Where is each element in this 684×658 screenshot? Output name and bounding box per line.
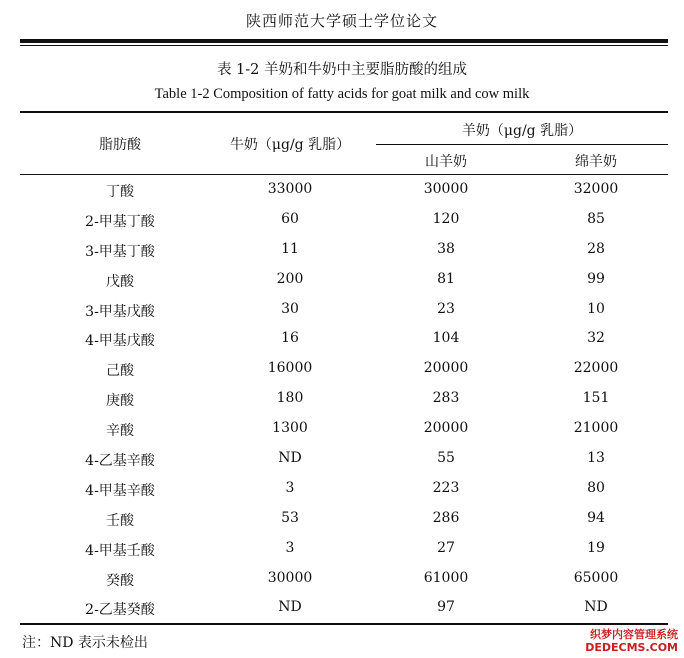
table-row xyxy=(20,265,668,295)
table-row xyxy=(20,474,668,504)
cell-cow-milk: 3 xyxy=(285,479,295,496)
table-row xyxy=(20,354,668,384)
cell-cow-milk: 200 xyxy=(276,270,304,287)
cell-cow-milk: ND xyxy=(278,450,302,467)
cell-goat-milk: 61000 xyxy=(423,569,469,586)
header-sub-rule xyxy=(376,144,668,145)
cell-ewe-milk: 65000 xyxy=(573,569,619,586)
cell-ewe-milk: ND xyxy=(584,599,608,616)
table-bottom-rule xyxy=(20,623,668,625)
cell-ewe-milk: 10 xyxy=(587,300,605,317)
cell-goat-milk: 286 xyxy=(432,509,460,526)
cell-ewe-milk: 99 xyxy=(587,270,605,287)
watermark-line-1: 织梦内容管理系统 xyxy=(590,628,678,641)
header-fatty-acid: 脂肪酸 xyxy=(99,137,141,153)
cell-goat-milk: 283 xyxy=(432,390,460,407)
table-row xyxy=(20,324,668,354)
cell-goat-milk: 27 xyxy=(437,539,455,556)
table-row xyxy=(20,444,668,474)
cell-fatty-acid: 癸酸 xyxy=(106,572,134,589)
cell-cow-milk: 3 xyxy=(285,539,295,556)
cell-goat-milk: 30000 xyxy=(423,181,469,197)
cell-fatty-acid: 4-甲基壬酸 xyxy=(85,542,155,559)
table-row xyxy=(20,295,668,325)
cell-fatty-acid: 3-甲基戊酸 xyxy=(85,303,155,320)
cell-cow-milk: 30000 xyxy=(267,569,313,586)
table-row xyxy=(20,384,668,414)
cell-cow-milk: 1300 xyxy=(272,420,308,437)
cell-fatty-acid: 辛酸 xyxy=(106,423,134,440)
cell-fatty-acid: 己酸 xyxy=(106,363,134,380)
document-header: 陕西师范大学硕士学位论文 xyxy=(245,12,438,30)
cell-fatty-acid: 戊酸 xyxy=(106,273,134,290)
cell-ewe-milk: 32000 xyxy=(573,181,619,197)
cell-cow-milk: 11 xyxy=(281,240,299,257)
cell-goat-milk: 223 xyxy=(432,479,460,496)
cell-fatty-acid: 4-乙基辛酸 xyxy=(85,453,155,470)
cell-cow-milk: 16 xyxy=(281,330,299,347)
table-caption-en: Table 1-2 Composition of fatty acids for goat milk and cow milk xyxy=(154,86,530,102)
cell-cow-milk: ND xyxy=(278,599,302,616)
table-row xyxy=(20,504,668,534)
cell-ewe-milk: 19 xyxy=(587,539,605,556)
table-body xyxy=(20,175,668,623)
cell-goat-milk: 55 xyxy=(437,450,455,467)
cell-goat-milk: 120 xyxy=(432,210,460,227)
cell-goat-milk: 81 xyxy=(437,270,455,287)
table-row xyxy=(20,414,668,444)
header-sheep-milk-group: 羊奶（μg/g 乳脂） xyxy=(461,123,583,139)
header-cow-milk: 牛奶（μg/g 乳脂） xyxy=(229,137,351,153)
cell-ewe-milk: 32 xyxy=(587,330,605,347)
cell-fatty-acid: 2-甲基丁酸 xyxy=(85,213,155,230)
cell-fatty-acid: 丁酸 xyxy=(106,184,134,200)
cell-ewe-milk: 13 xyxy=(587,450,605,467)
header-rule-thin xyxy=(20,45,668,46)
table-caption-zh: 表 1-2 羊奶和牛奶中主要脂肪酸的组成 xyxy=(216,62,468,78)
cell-fatty-acid: 庚酸 xyxy=(106,393,134,410)
cell-cow-milk: 53 xyxy=(281,509,299,526)
cell-ewe-milk: 94 xyxy=(587,509,605,526)
header-ewe-milk: 绵羊奶 xyxy=(575,154,617,170)
cell-ewe-milk: 22000 xyxy=(573,360,619,377)
cell-fatty-acid: 2-乙基癸酸 xyxy=(85,602,155,619)
table-row xyxy=(20,564,668,594)
table-row xyxy=(20,534,668,564)
cell-goat-milk: 38 xyxy=(437,240,455,257)
header-rule-thick xyxy=(20,39,668,43)
cell-goat-milk: 23 xyxy=(437,300,455,317)
cell-cow-milk: 33000 xyxy=(267,181,313,197)
cell-ewe-milk: 80 xyxy=(587,479,605,496)
header-goat-milk: 山羊奶 xyxy=(425,154,467,170)
table-row xyxy=(20,593,668,623)
cell-goat-milk: 20000 xyxy=(423,360,469,377)
cell-ewe-milk: 151 xyxy=(582,390,610,407)
cell-ewe-milk: 21000 xyxy=(573,420,619,437)
table-note: 注：ND 表示未检出 xyxy=(22,635,148,651)
watermark-line-2: DEDECMS.COM xyxy=(585,641,678,654)
cell-ewe-milk: 85 xyxy=(587,210,605,227)
cell-fatty-acid: 3-甲基丁酸 xyxy=(85,243,155,260)
cell-fatty-acid: 4-甲基辛酸 xyxy=(85,482,155,499)
cell-cow-milk: 180 xyxy=(276,390,304,407)
cell-fatty-acid: 壬酸 xyxy=(106,512,134,529)
cell-ewe-milk: 28 xyxy=(587,240,605,257)
table-row xyxy=(20,175,668,205)
cell-goat-milk: 97 xyxy=(437,599,455,616)
table-top-rule xyxy=(20,111,668,113)
table-row xyxy=(20,235,668,265)
cell-cow-milk: 30 xyxy=(281,300,299,317)
cell-goat-milk: 20000 xyxy=(423,420,469,437)
cell-fatty-acid: 4-甲基戊酸 xyxy=(85,333,155,350)
cell-cow-milk: 16000 xyxy=(267,360,313,377)
cell-cow-milk: 60 xyxy=(281,210,299,227)
cell-goat-milk: 104 xyxy=(432,330,460,347)
watermark-logo xyxy=(585,628,678,654)
table-row xyxy=(20,205,668,235)
